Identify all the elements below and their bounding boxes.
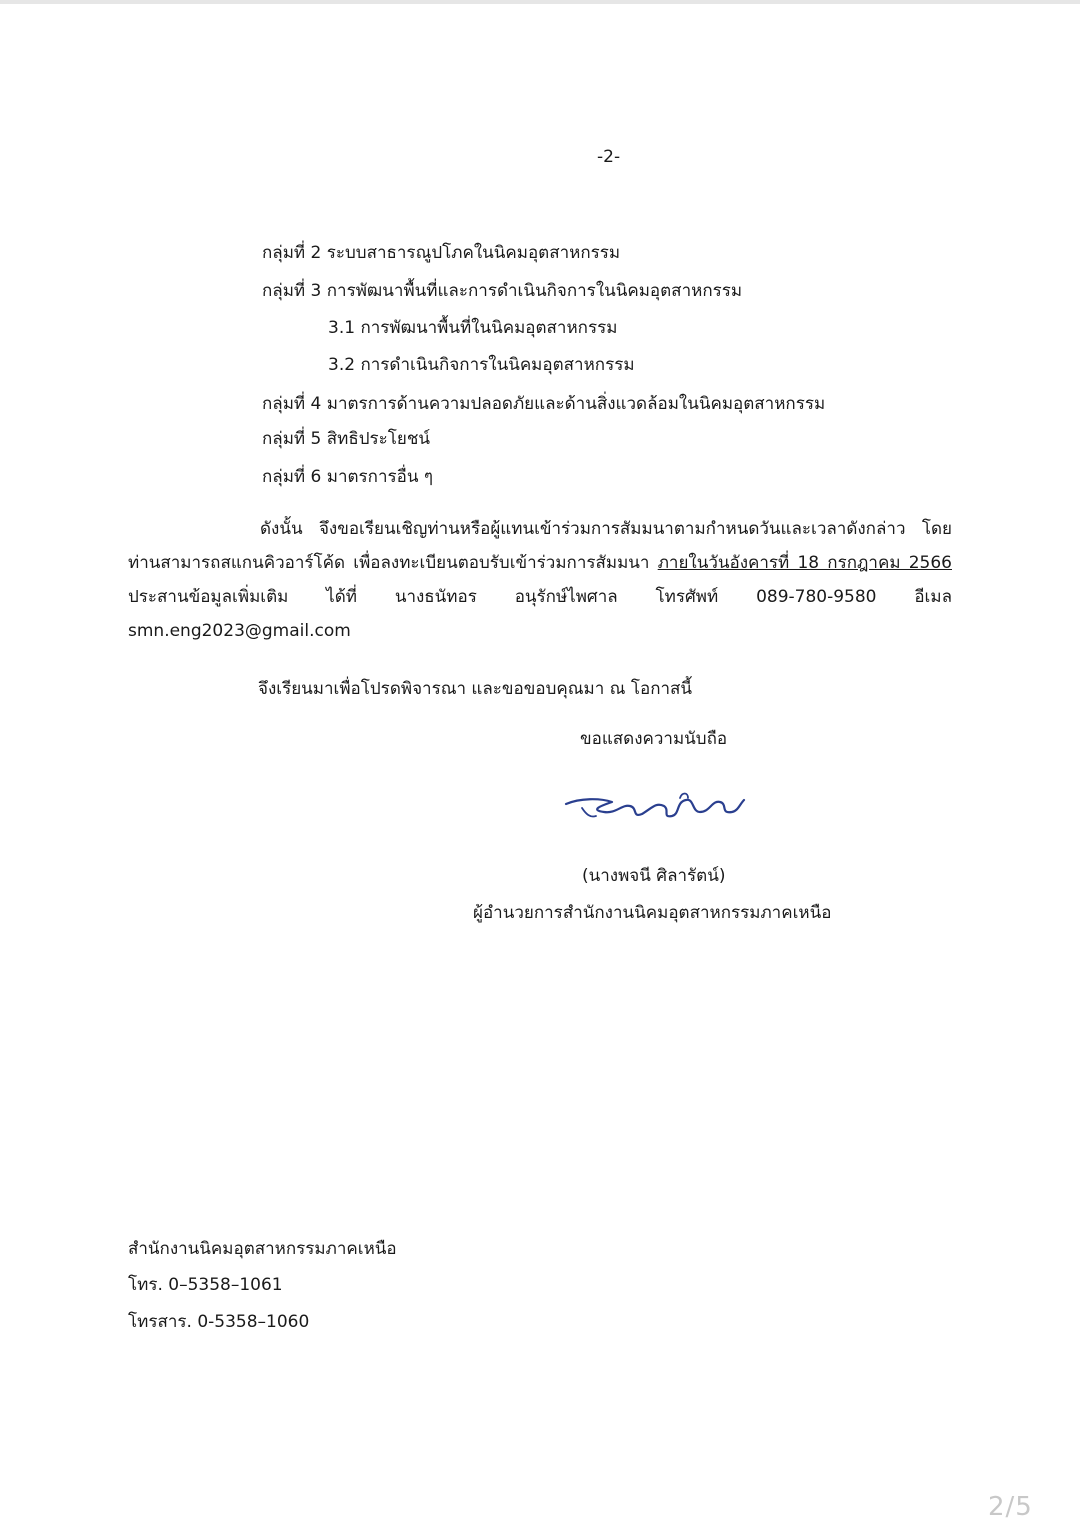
- regards-line: ขอแสดงความนับถือ: [580, 729, 728, 749]
- group-3-item: กลุ่มที่ 3 การพัฒนาพื้นที่และการดำเนินกิจการในนิคมอุตสาหกรรม: [262, 281, 743, 301]
- footer-office: สำนักงานนิคมอุตสาหกรรมภาคเหนือ: [128, 1239, 397, 1259]
- invitation-text: ดังนั้น จึงขอเรียนเชิญท่านหรือผู้แทนเข้าร่วมการสัมมนาตามกำหนดวันและเวลาดังกล่าว โดยท่านสามารถสแกนคิวอาร์โค้ด เพื่อลงทะเบียนตอบรับเข้าร่วมการสัมมนา: [128, 519, 952, 573]
- group-6-item: กลุ่มที่ 6 มาตรการอื่น ๆ: [262, 467, 434, 487]
- signature-image: [560, 784, 760, 834]
- page-indicator: 2/5: [988, 1492, 1033, 1522]
- group-3-2-item: 3.2 การดำเนินกิจการในนิคมอุตสาหกรรม: [328, 355, 635, 375]
- group-3-1-item: 3.1 การพัฒนาพื้นที่ในนิคมอุตสาหกรรม: [328, 318, 618, 338]
- group-4-item: กลุ่มที่ 4 มาตรการด้านความปลอดภัยและด้านสิ่งแวดล้อมในนิคมอุตสาหกรรม: [262, 394, 826, 414]
- closing-line: จึงเรียนมาเพื่อโปรดพิจารณา และขอขอบคุณมา ณ โอกาสนี้: [258, 679, 693, 699]
- group-5-item: กลุ่มที่ 5 สิทธิประโยชน์: [262, 429, 431, 449]
- signer-name: (นางพจนี ศิลารัตน์): [582, 866, 726, 886]
- page-number: -2-: [597, 147, 621, 167]
- invitation-paragraph: [128, 512, 952, 648]
- contact-text: ประสานข้อมูลเพิ่มเติม ได้ที่ นางธนัทอร อนุรักษ์ไพศาล โทรศัพท์ 089-780-9580 อีเมล smn.eng2023@gmail.com: [128, 587, 952, 641]
- footer-tel: โทร. 0–5358–1061: [128, 1275, 283, 1295]
- group-2-item: กลุ่มที่ 2 ระบบสาธารณูปโภคในนิคมอุตสาหกรรม: [262, 243, 621, 263]
- signer-title: ผู้อำนวยการสำนักงานนิคมอุตสาหกรรมภาคเหนือ: [473, 903, 832, 923]
- registration-deadline: ภายในวันอังคารที่ 18 กรกฎาคม 2566: [657, 553, 952, 573]
- footer-fax: โทรสาร. 0-5358–1060: [128, 1312, 310, 1332]
